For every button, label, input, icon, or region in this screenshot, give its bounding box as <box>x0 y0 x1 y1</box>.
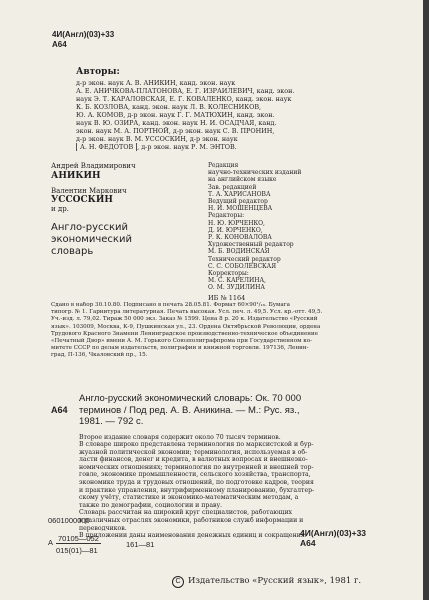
authors-line-9: А. Н. ФЕДОТОВ , д-р экон. наук Р. М. ЭНТОВ. <box>76 143 421 151</box>
et-al: и др. <box>51 205 69 213</box>
annotation-body-line-10: также по демографии, социологии и праву. <box>79 501 223 509</box>
author-surname: АНИКИН <box>51 170 101 181</box>
fraction-tail: 161—81 <box>126 540 155 549</box>
copyright-symbol-icon: C <box>172 576 184 588</box>
annotation-index: А64 <box>51 405 68 415</box>
annotation-body <box>51 434 421 540</box>
library-annotation <box>51 393 421 540</box>
editorial-line-1: Редакция <box>208 162 239 169</box>
udk-line-1: 4И(Англ)(03)+33 <box>52 30 115 39</box>
udk-classification <box>52 30 114 49</box>
author-first-name: Андрей Владимирович <box>51 162 136 170</box>
authors-block <box>76 67 421 151</box>
annotation-body-line-13: переводчиков. <box>79 524 127 532</box>
annotation-body-line-12: в различных отраслях экономики, работников служб информации и <box>79 517 304 525</box>
udk-classification-bottom <box>300 528 366 548</box>
editorial-line-17: М. С. КАРЕЛИНА, <box>208 277 266 285</box>
editorial-line-4: Зав. редакцией <box>208 183 257 191</box>
editorial-line-18: О. М. ЗУДИЛИНА <box>208 284 265 292</box>
annotation-body-line-11: Словарь рассчитан на широкий круг специалистов, работающих <box>79 509 293 517</box>
copyright-notice <box>172 576 361 588</box>
book-title-line-1: Англо-русский <box>51 221 129 233</box>
authors-line-8: д-р экон. наук В. М. УССОСКИН, д-р экон. наук <box>76 135 238 143</box>
fraction-prefix: А <box>48 538 54 547</box>
editorial-line-8: Редакторы: <box>208 212 245 220</box>
editorial-line-5: Т. А. ХАРИСАНОВА <box>208 190 271 198</box>
authors-line-7: экон. наук М. А. ПОРТНОЙ, д-р экон. наук С. В. ПРОНИН, <box>76 127 275 135</box>
book-title-line-2: экономический <box>51 233 132 245</box>
print-line-5: Трудового Красного Знамени Ленинградское производственно-техническое объединение <box>51 330 319 337</box>
print-line-7: митете СССР по делам издательств, полиграфии и книжной торговли. 197136, Ленин- <box>51 345 309 352</box>
editorial-line-6: Ведущий редактор <box>208 198 268 206</box>
fedotov-boxed-name: А. Н. ФЕДОТОВ <box>76 143 137 151</box>
print-line-6: «Печатный Двор» имени А. М. Горького Союзполиграфпрома при Государственном ко- <box>51 338 312 345</box>
editorial-line-12: Художественный редактор <box>208 241 294 249</box>
editorial-line-9: Н. Ю. ЮРЧЕНКО, <box>208 219 265 227</box>
annotation-body-line-5: номических отношениях; терминология по внутренней и внешней тор- <box>79 463 314 471</box>
print-line-8: град, П-136, Чкаловский пр., 15. <box>51 352 148 359</box>
editorial-line-7: Н. И. МОШЕНЦЕВА <box>208 205 273 213</box>
copyright-text: Издательство «Русский язык», 1981 г. <box>188 576 362 586</box>
editorial-line-14: Технический редактор <box>208 255 281 263</box>
annotation-body-line-9: скому учёту, статистике и экономико-математическим методам, а <box>79 494 299 502</box>
annotation-header-line-1: Англо-русский экономический словарь: Ок. 70 000 <box>79 393 302 404</box>
print-line-1: Сдано в набор 30.10.80. Подписано в печать 28.05.81. Формат 60×90¹/₁₆. Бумага <box>51 302 290 308</box>
annotation-header-line-3: 1981. — 792 с. <box>79 416 144 427</box>
fraction-numerator: 70105—052 <box>58 534 99 543</box>
isbn-number: ИБ № 1164 <box>208 293 246 302</box>
annotation-body-line-1: Второе издание словаря содержит около 70 тысяч терминов. <box>79 433 281 441</box>
print-line-3: Уч.-изд. л. 79,02. Тираж 50 000 экз. Заказ № 1599. Цена 8 р. 20 к. Издательство «Русский <box>51 316 318 323</box>
authors-label: Авторы: <box>76 67 120 77</box>
editorial-staff-block <box>208 162 408 302</box>
annotation-body-line-2: В словаре широко представлена терминология по марксистской и бур- <box>79 441 314 449</box>
annotation-body-line-3: жуазной политической экономии; терминология, используемая в об- <box>79 448 308 456</box>
udk-bottom-line-2: А64 <box>300 538 316 548</box>
annotation-body-line-4: ласти финансов, денег и кредита, в валютных вопросах и внешнеэко- <box>79 456 308 464</box>
annotation-body-line-7: экономике труда и трудовых отношений, по подготовке кадров, теория <box>79 479 314 487</box>
fraction-denominator: 015(01)—81 <box>56 546 98 555</box>
authors-line-4: К. Б. КОЗЛОВА, канд. экон. наук Л. В. КОЛЕСНИКОВ, <box>76 103 262 111</box>
print-information <box>51 302 413 360</box>
editorial-line-13: М. Б. ВОДИНСКАЯ <box>208 248 270 256</box>
annotation-header-line-2: терминов / Под ред. А. В. Аникина. — М.: Рус. яз., <box>79 404 300 416</box>
authors-line-3: наук Э. Т. КАРАЛОВСКАЯ, Е. Г. КОВАЛЕНКО, канд. экон. наук <box>76 95 292 103</box>
print-line-2: типогр. № 1. Гарнитура литературная. Печать высокая. Усл. печ. л. 49,5. Усл. кр.-отт. 49,5. <box>51 309 323 316</box>
annotation-body-line-14: В приложении даны наименования денежных единиц и сокращения. <box>79 532 307 540</box>
authors-line-9-rest: д-р экон. наук Р. М. ЭНТОВ. <box>141 143 237 151</box>
editorial-line-15: С. С. СОБОЛЕВСКАЯ <box>208 262 277 270</box>
book-title-line-3: словарь <box>51 245 94 257</box>
authors-line-1: д-р экон. наук А. В. АНИКИН, канд. экон. наук <box>76 79 236 87</box>
annotation-header <box>51 393 421 428</box>
annotation-body-line-8: и практике управления, внутрифирменному планированию, бухгалтер- <box>79 486 315 494</box>
authors-line-2: А. Е. АНИЧКОВА-ПЛАТОНОВА, Е. Г. ИЗРАИЛЕВИЧ, канд. экон. <box>76 87 295 95</box>
coauthor-first-name: Валентин Маркович <box>51 186 127 195</box>
authors-line-6: наук В. Ю. ОЗИРА, канд. экон. наук Н. И. ОСАДЧАЯ, канд. <box>76 119 277 127</box>
udk-bottom-line-1: 4И(Англ)(03)+33 <box>300 528 367 538</box>
annotation-body-line-6: говле, экономике промышленности, сельского хозяйства, транспорта, <box>79 471 311 479</box>
editorial-line-3: на английском языке <box>208 176 277 184</box>
authors-line-5: Ю. А. КОМОВ, д-р экон. наук Г. Г. МАТЮХИН, канд. экон. <box>76 111 275 119</box>
editorial-line-16: Корректоры: <box>208 270 249 278</box>
coauthor-surname: УССОСКИН <box>51 195 113 205</box>
editorial-line-11: Р. К. КОНОВАЛОВА <box>208 234 272 242</box>
editorial-line-10: Д. И. ЮРЧЕНКО, <box>208 226 263 234</box>
editorial-line-2: научно-технических изданий <box>208 169 302 177</box>
print-line-4: язык». 103009, Москва, К-9, Пушкинская ул., 23. Ордена Октябрьской Революции, ордена <box>51 323 321 330</box>
book-author-title-block <box>51 162 201 258</box>
classification-code: 0601000000 <box>48 516 90 525</box>
udk-line-2: А64 <box>52 39 67 49</box>
